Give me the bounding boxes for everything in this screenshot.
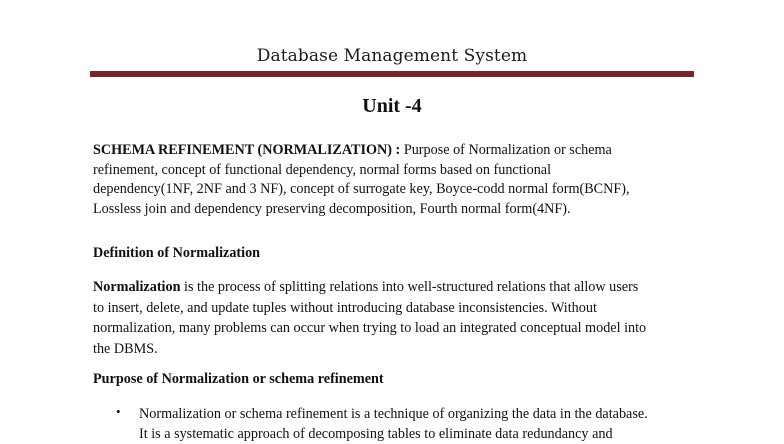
intro-line-1 xyxy=(93,141,693,161)
definition-heading: Definition of Normalization xyxy=(93,245,261,261)
definition-line-3: normalization, many problems can occur when trying to load an integrated conceptual model into xyxy=(93,320,647,336)
intro-lead: SCHEMA REFINEMENT (NORMALIZATION) : xyxy=(93,142,401,158)
bullet-line-1: Normalization or schema refinement is a technique of organizing the data in the database. xyxy=(139,406,648,422)
definition-text: is the process of splitting relations into well-structured relations that allow users xyxy=(180,279,639,295)
intro-line-3: dependency(1NF, 2NF and 3 NF), concept of surrogate key, Boyce-codd normal form(BCNF), xyxy=(93,181,630,197)
definition-line-4: the DBMS. xyxy=(93,340,158,357)
bullet-icon: • xyxy=(116,404,121,419)
intro-paragraph xyxy=(93,141,693,219)
definition-paragraph xyxy=(93,277,693,359)
unit-title: Unit -4 xyxy=(362,95,422,117)
intro-line-4: Lossless join and dependency preserving decomposition, Fourth normal form(4NF). xyxy=(93,200,571,217)
header-rule xyxy=(90,71,694,77)
purpose-heading: Purpose of Normalization or schema refinement xyxy=(93,371,384,387)
bullet-line-2: It is a systematic approach of decomposing tables to eliminate data redundancy and xyxy=(139,426,613,442)
running-header: Database Management System xyxy=(256,46,528,66)
definition-line-2: to insert, delete, and update tuples without introducing database inconsistencies. Without xyxy=(93,299,597,316)
definition-term: Normalization xyxy=(93,279,181,295)
intro-line-2: refinement, concept of functional dependency, normal forms based on functional xyxy=(93,161,552,178)
definition-line-1 xyxy=(93,277,693,298)
intro-text: Purpose of Normalization or schema xyxy=(400,142,612,158)
purpose-bullet-item xyxy=(139,404,699,444)
